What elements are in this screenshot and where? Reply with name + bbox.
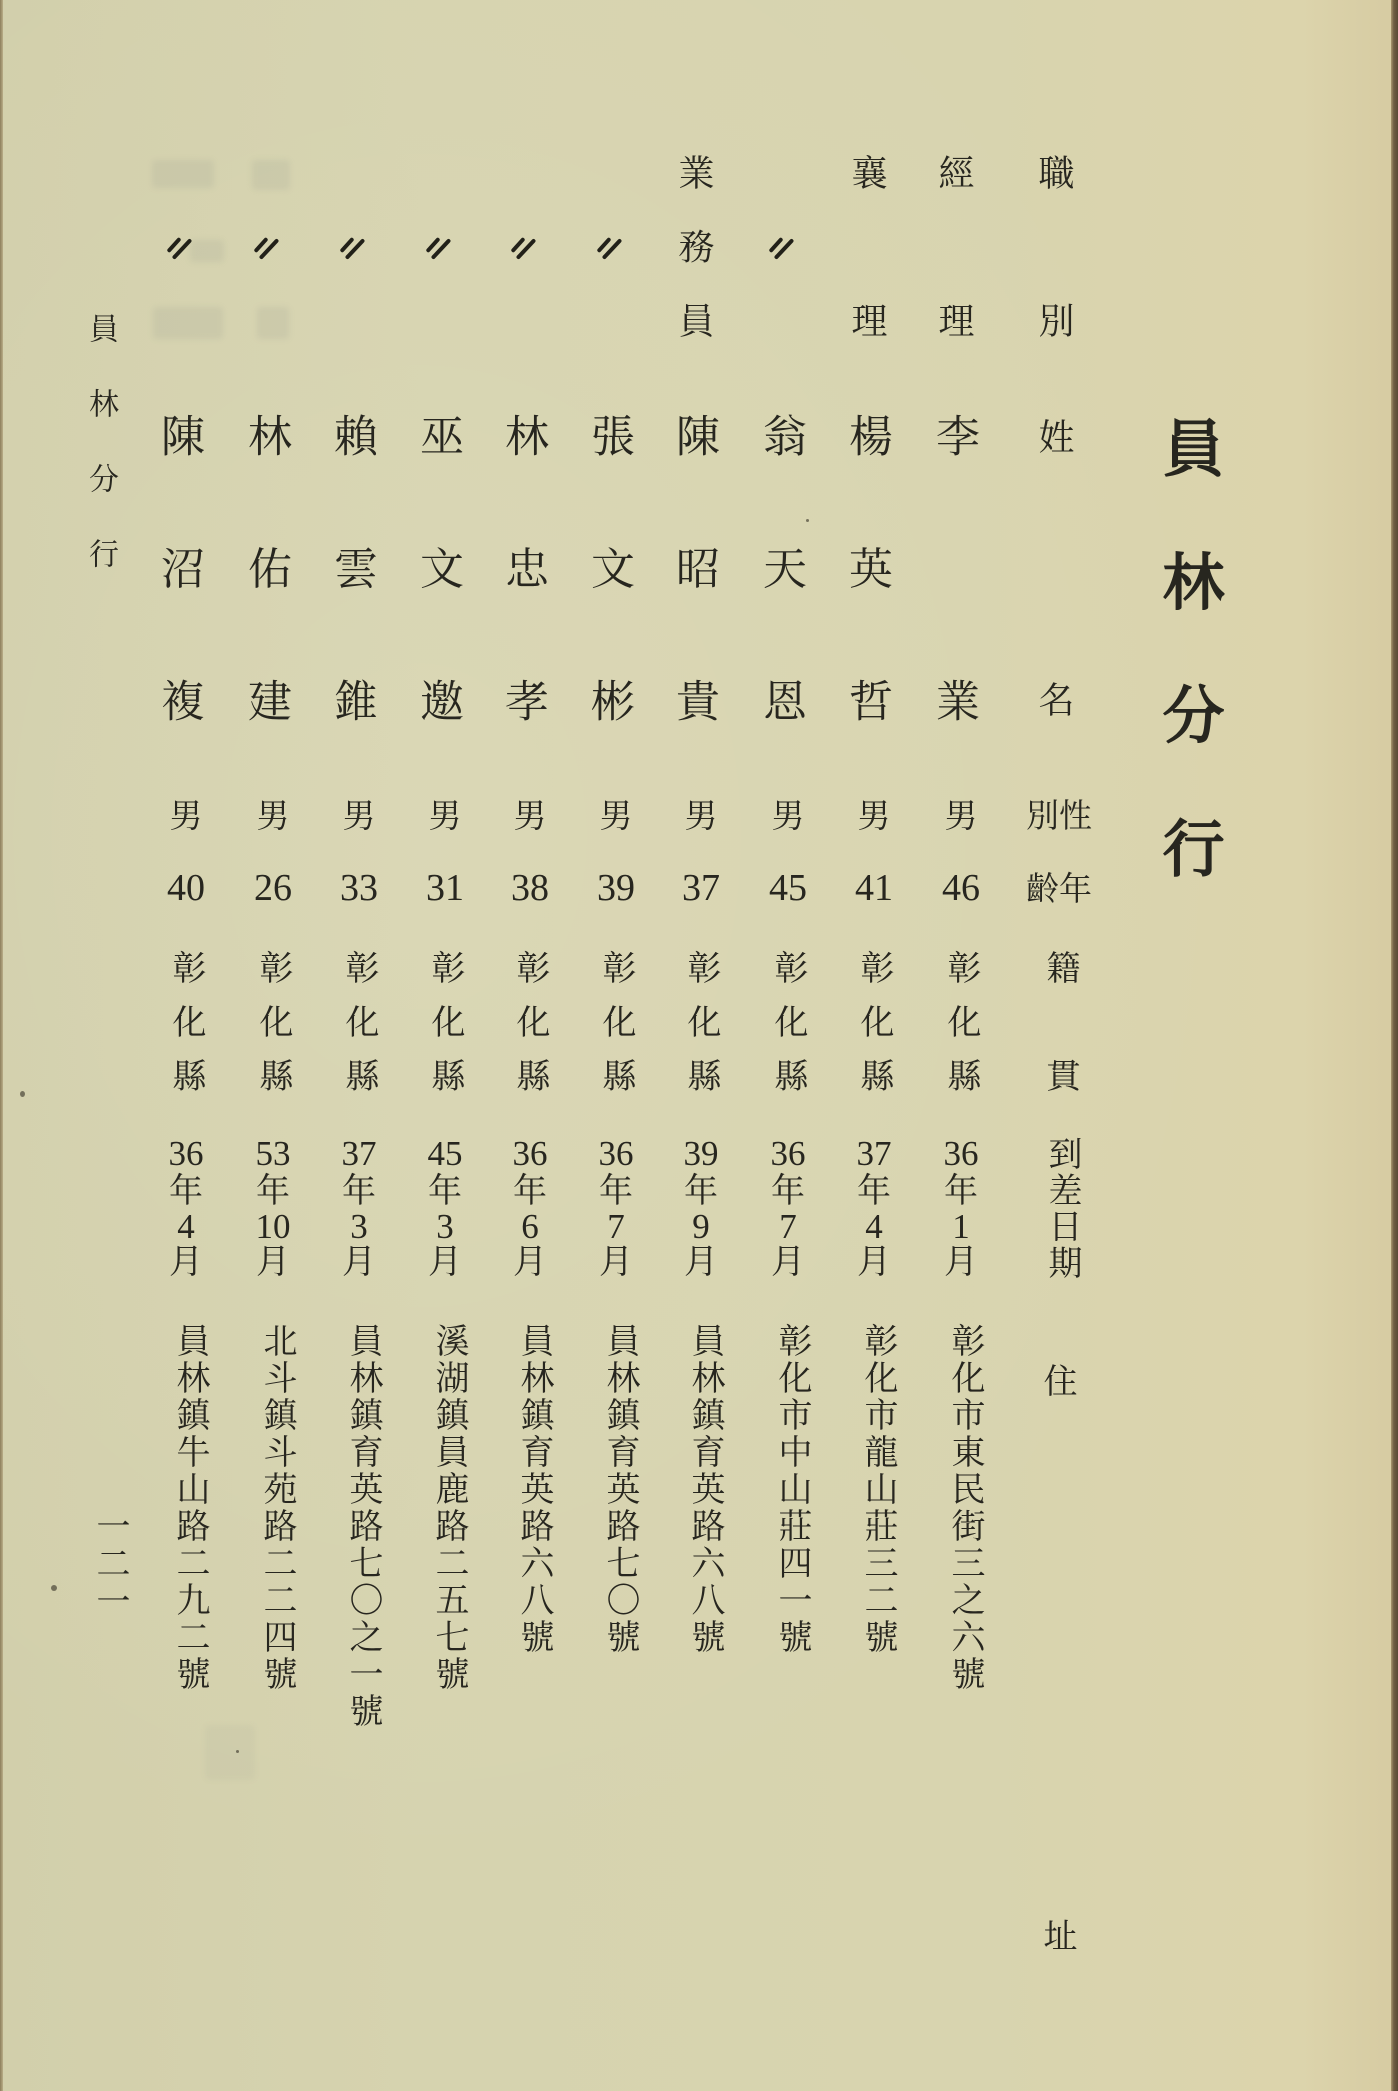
- bleed-through-smudge: [257, 307, 289, 339]
- arrival-date-cell: [498, 1136, 562, 1281]
- name-cell: 陳沼複: [153, 413, 204, 722]
- native-place-cell: 彰化縣: [166, 950, 206, 1092]
- year-suffix: 年: [169, 1171, 203, 1211]
- arrival-month: 6: [521, 1207, 539, 1246]
- month-suffix: 月: [771, 1242, 805, 1282]
- age-cell: 41: [855, 867, 893, 909]
- arrival-date-cell: [756, 1136, 820, 1281]
- paper-speck: [20, 1091, 25, 1097]
- header-name: 姓名: [1033, 418, 1074, 717]
- native-place-cell: 彰化縣: [768, 950, 808, 1092]
- age-cell: 46: [942, 867, 980, 909]
- arrival-year: 37: [341, 1134, 377, 1173]
- ditto-mark: [760, 232, 800, 262]
- year-suffix: 年: [684, 1171, 718, 1211]
- age-cell: 33: [340, 867, 378, 909]
- name-cell: 巫文邀: [412, 413, 463, 722]
- gender-cell: 男: [513, 796, 547, 835]
- bleed-through-smudge: [153, 307, 223, 339]
- native-place-cell: 彰化縣: [681, 950, 721, 1092]
- name-cell: 林佑建: [240, 413, 291, 722]
- ditto-mark: [502, 232, 542, 262]
- native-place-cell: 彰化縣: [425, 950, 465, 1092]
- arrival-month: 7: [779, 1207, 797, 1246]
- bleed-through-smudge: [252, 160, 290, 190]
- arrival-month: 7: [607, 1207, 625, 1246]
- name-cell: 張文彬: [583, 413, 634, 722]
- ditto-mark: [588, 232, 628, 262]
- age-cell: 26: [254, 867, 292, 909]
- name-cell: 賴雲錐: [326, 413, 377, 722]
- arrival-month: 9: [692, 1207, 710, 1246]
- arrival-month: 4: [865, 1207, 883, 1246]
- ditto-mark: [158, 232, 198, 262]
- month-suffix: 月: [342, 1242, 376, 1282]
- header-arrival-date: 到差日期: [1042, 1136, 1082, 1279]
- arrival-year: 36: [168, 1134, 204, 1173]
- age-cell: 37: [682, 867, 720, 909]
- native-place-cell: 彰化縣: [941, 950, 981, 1092]
- arrival-date-cell: [584, 1136, 648, 1281]
- address-cell: 彰化市中山莊四一號: [772, 1323, 812, 1656]
- year-suffix: 年: [857, 1171, 891, 1211]
- arrival-date-cell: [241, 1136, 305, 1281]
- header-gender: 性別: [1026, 796, 1092, 835]
- arrival-date-cell: [327, 1136, 391, 1281]
- month-suffix: 月: [944, 1242, 978, 1282]
- gender-cell: 男: [684, 796, 718, 835]
- gender-cell: 男: [428, 796, 462, 835]
- paper-speck: [806, 519, 809, 522]
- address-cell: 員林鎮育英路六八號: [514, 1323, 554, 1656]
- arrival-year: 45: [427, 1134, 463, 1173]
- arrival-date-cell: [413, 1136, 477, 1281]
- gender-cell: 男: [169, 796, 203, 835]
- address-cell: 北斗鎮斗苑路二二四號: [257, 1323, 297, 1693]
- ditto-mark: [245, 232, 285, 262]
- month-suffix: 月: [857, 1242, 891, 1282]
- arrival-year: 36: [943, 1134, 979, 1173]
- month-suffix: 月: [428, 1242, 462, 1282]
- arrival-date-cell: [929, 1136, 993, 1281]
- year-suffix: 年: [428, 1171, 462, 1211]
- month-suffix: 月: [169, 1242, 203, 1282]
- bleed-through-smudge: [205, 1725, 255, 1780]
- ditto-mark: [331, 232, 371, 262]
- address-cell: 員林鎮育英路六八號: [685, 1323, 725, 1656]
- name-cell: 陳昭貴: [668, 413, 719, 722]
- year-suffix: 年: [599, 1171, 633, 1211]
- header-position: 職別: [1033, 154, 1074, 338]
- gender-cell: 男: [256, 796, 290, 835]
- month-suffix: 月: [599, 1242, 633, 1282]
- arrival-year: 36: [770, 1134, 806, 1173]
- address-cell: 員林鎮育英路七〇之一號: [343, 1323, 383, 1730]
- age-cell: 38: [511, 867, 549, 909]
- age-cell: 45: [769, 867, 807, 909]
- arrival-date-cell: [842, 1136, 906, 1281]
- page-title: 員林分行: [1152, 416, 1225, 878]
- gender-cell: 男: [857, 796, 891, 835]
- binding-edge: [0, 0, 3, 2091]
- ditto-mark: [417, 232, 457, 262]
- arrival-year: 37: [856, 1134, 892, 1173]
- position-cell: 經理: [933, 154, 974, 338]
- bleed-through-smudge: [152, 160, 214, 188]
- arrival-month: 3: [350, 1207, 368, 1246]
- address-cell: 員林鎮育英路七〇號: [600, 1323, 640, 1656]
- name-cell: 林忠孝: [497, 413, 548, 722]
- arrival-date-cell: [669, 1136, 733, 1281]
- address-cell: 溪湖鎮員鹿路二五七號: [429, 1323, 469, 1693]
- arrival-date-cell: [154, 1136, 218, 1281]
- gender-cell: 男: [342, 796, 376, 835]
- native-place-cell: 彰化縣: [510, 950, 550, 1092]
- running-head: 員林分行: [83, 313, 118, 568]
- name-cell: 李業: [928, 413, 979, 722]
- header-native-place: 籍貫: [1040, 950, 1080, 1092]
- page-edge-shadow: [1391, 0, 1398, 2091]
- gender-cell: 男: [599, 796, 633, 835]
- gender-cell: 男: [771, 796, 805, 835]
- month-suffix: 月: [684, 1242, 718, 1282]
- age-cell: 39: [597, 867, 635, 909]
- name-cell: 楊英哲: [841, 413, 892, 722]
- month-suffix: 月: [256, 1242, 290, 1282]
- header-address: 住址: [1037, 1363, 1077, 1952]
- position-cell: 業務員: [673, 154, 714, 338]
- arrival-year: 36: [598, 1134, 634, 1173]
- paper-speck: [236, 1750, 239, 1753]
- month-suffix: 月: [513, 1242, 547, 1282]
- paper-speck: [51, 1585, 57, 1591]
- name-cell: 翁天恩: [755, 413, 806, 722]
- arrival-month: 10: [255, 1207, 291, 1246]
- year-suffix: 年: [342, 1171, 376, 1211]
- age-cell: 31: [426, 867, 464, 909]
- arrival-month: 1: [952, 1207, 970, 1246]
- address-cell: 彰化市龍山莊三二號: [858, 1323, 898, 1656]
- arrival-year: 39: [683, 1134, 719, 1173]
- year-suffix: 年: [944, 1171, 978, 1211]
- year-suffix: 年: [771, 1171, 805, 1211]
- address-cell: 彰化市東民街三之六號: [945, 1323, 985, 1693]
- arrival-month: 3: [436, 1207, 454, 1246]
- year-suffix: 年: [256, 1171, 290, 1211]
- native-place-cell: 彰化縣: [854, 950, 894, 1092]
- header-age: 年齡: [1026, 869, 1092, 908]
- address-cell: 員林鎮牛山路二九二號: [170, 1323, 210, 1693]
- arrival-year: 36: [512, 1134, 548, 1173]
- native-place-cell: 彰化縣: [596, 950, 636, 1092]
- year-suffix: 年: [513, 1171, 547, 1211]
- native-place-cell: 彰化縣: [253, 950, 293, 1092]
- age-cell: 40: [167, 867, 205, 909]
- gender-cell: 男: [944, 796, 978, 835]
- arrival-year: 53: [255, 1134, 291, 1173]
- position-cell: 襄理: [846, 154, 887, 338]
- arrival-month: 4: [177, 1207, 195, 1246]
- native-place-cell: 彰化縣: [339, 950, 379, 1092]
- page-number: 一二一: [90, 1508, 130, 1617]
